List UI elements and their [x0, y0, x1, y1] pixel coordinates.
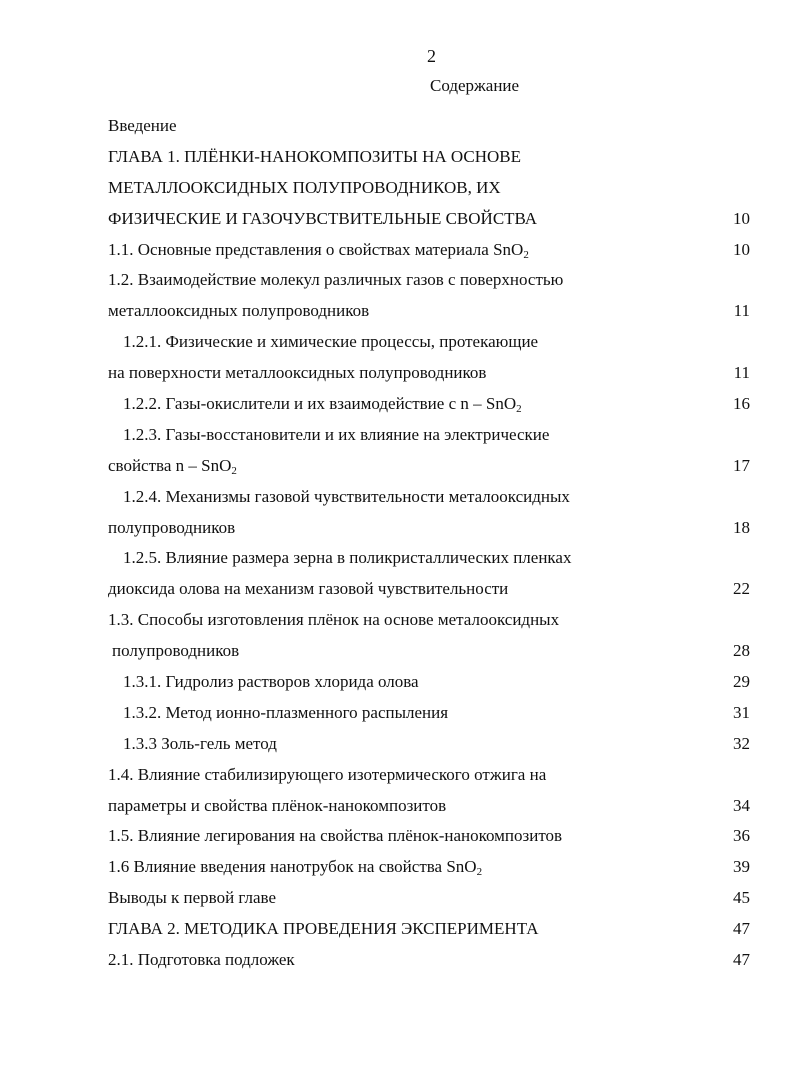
toc-entry-title: полупроводников	[112, 641, 240, 661]
toc-entry-title: 1.6 Влияние введения нанотрубок на свойства SnO	[108, 857, 477, 877]
toc-entry	[108, 207, 750, 238]
toc-entry-title: 1.1. Основные представления о свойствах материала SnO	[108, 239, 524, 259]
toc-entry-page: 34	[733, 795, 750, 815]
toc-entry-title: 1.3.2. Метод ионно-плазменного распыления	[123, 702, 449, 722]
toc-entry-title: 1.2.3. Газы-восстановители и их влияние на электрические	[123, 424, 550, 444]
toc-entry-page: 10	[733, 208, 750, 228]
subscript: 2	[516, 403, 522, 416]
toc-entry-title: 1.3.3 Золь-гель метод	[123, 733, 277, 753]
toc-entry-title: на поверхности металлооксидных полупроводников	[108, 363, 487, 383]
toc-entry	[108, 639, 750, 670]
toc-entry-page: 18	[733, 517, 750, 537]
toc-entry-page: 22	[733, 579, 750, 599]
toc-entry	[108, 392, 750, 423]
toc-entry-title: 1.3. Способы изготовления плёнок на основе металооксидных	[108, 610, 560, 630]
toc-entry	[108, 917, 750, 948]
toc-entry-page: 32	[733, 733, 750, 753]
toc-entry-title: ФИЗИЧЕСКИЕ И ГАЗОЧУВСТВИТЕЛЬНЫЕ СВОЙСТВА	[108, 208, 538, 228]
toc-entry-title: 1.5. Влияние легирования на свойства плёнок-нанокомпозитов	[108, 826, 563, 846]
toc-entry	[108, 423, 750, 454]
toc-entry-title: 1.4. Влияние стабилизирующего изотермического отжига на	[108, 764, 547, 784]
toc-entry	[108, 485, 750, 516]
toc-entry	[108, 577, 750, 608]
toc-entry-title: Выводы к первой главе	[108, 888, 277, 908]
subscript: 2	[231, 464, 237, 477]
page-number: 2	[427, 46, 436, 66]
toc-entry-page: 11	[733, 301, 750, 321]
toc-entry	[108, 114, 750, 145]
toc-entry	[108, 238, 750, 269]
subscript: 2	[523, 248, 529, 261]
toc-entry	[108, 176, 750, 207]
toc-entry	[108, 145, 750, 176]
toc-entry-page: 36	[733, 826, 750, 846]
toc-entry-page: 17	[733, 455, 750, 475]
toc-entry-title: диоксида олова на механизм газовой чувствительности	[108, 579, 509, 599]
toc-entry	[108, 824, 750, 855]
toc-entry	[108, 454, 750, 485]
toc-entry-title: ГЛАВА 1. ПЛЁНКИ-НАНОКОМПОЗИТЫ НА ОСНОВЕ	[108, 146, 522, 166]
toc-entry-title: ГЛАВА 2. МЕТОДИКА ПРОВЕДЕНИЯ ЭКСПЕРИМЕНТА	[108, 919, 539, 939]
toc-entry	[108, 855, 750, 886]
toc-entry	[108, 516, 750, 547]
toc-entry-title: параметры и свойства плёнок-нанокомпозитов	[108, 795, 447, 815]
toc-entry-title: 1.2.2. Газы-окислители и их взаимодействие с n – SnO	[123, 394, 517, 414]
toc-entry	[108, 330, 750, 361]
toc-entry-page: 39	[733, 857, 750, 877]
toc-entry	[108, 299, 750, 330]
table-of-contents	[108, 114, 750, 979]
toc-entry-title: 1.2.1. Физические и химические процессы, протекающие	[123, 332, 539, 352]
toc-entry	[108, 608, 750, 639]
subscript: 2	[476, 866, 483, 879]
toc-entry-page: 47	[733, 919, 750, 939]
toc-entry-title: 1.2.5. Влияние размера зерна в поликристаллических пленках	[123, 548, 572, 568]
toc-entry-page: 45	[733, 888, 750, 908]
page-title: Содержание	[430, 76, 520, 95]
toc-entry-title: 2.1. Подготовка подложек	[108, 950, 295, 970]
toc-entry-page: 28	[733, 641, 750, 661]
toc-entry	[108, 794, 750, 825]
toc-entry-page: 16	[733, 394, 750, 414]
toc-entry	[108, 546, 750, 577]
toc-entry	[108, 701, 750, 732]
toc-entry-title: полупроводников	[108, 517, 236, 537]
toc-entry	[108, 886, 750, 917]
toc-entry	[108, 670, 750, 701]
toc-entry-page: 47	[733, 950, 750, 970]
toc-entry-title: свойства n – SnO	[108, 455, 232, 475]
toc-entry-title: 1.2.4. Механизмы газовой чувствительности металооксидных	[123, 486, 570, 506]
toc-entry	[108, 948, 750, 979]
toc-entry-title: МЕТАЛЛООКСИДНЫХ ПОЛУПРОВОДНИКОВ, ИХ	[108, 177, 501, 197]
toc-entry	[108, 361, 750, 392]
toc-entry	[108, 732, 750, 763]
toc-entry-page: 10	[733, 239, 750, 259]
toc-entry-title: 1.3.1. Гидролиз растворов хлорида олова	[123, 672, 419, 692]
toc-entry	[108, 268, 750, 299]
toc-entry-page: 31	[733, 702, 750, 722]
toc-entry-page: 11	[733, 363, 750, 383]
toc-entry-title: металлооксидных полупроводников	[108, 301, 370, 321]
toc-entry-title: Введение	[108, 116, 177, 135]
toc-entry	[108, 763, 750, 794]
toc-entry-page: 29	[733, 672, 750, 692]
toc-entry-title: 1.2. Взаимодействие молекул различных газов с поверхностью	[108, 270, 564, 290]
